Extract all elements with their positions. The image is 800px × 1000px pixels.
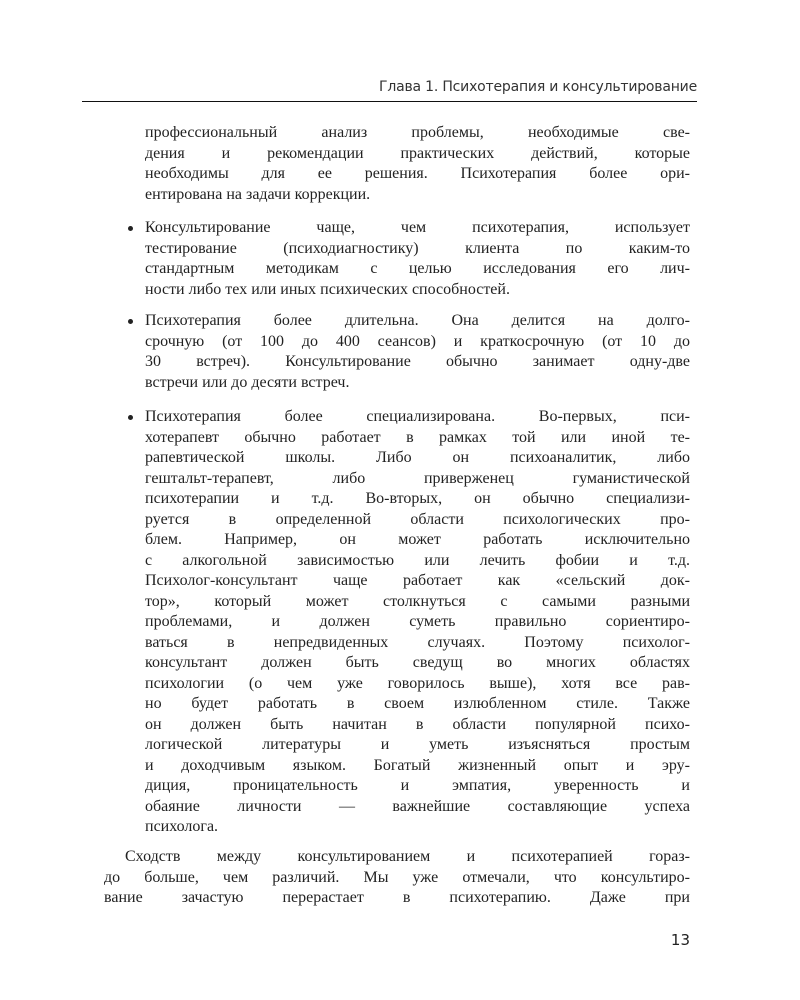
text-line: и доходчивым языком. Богатый жизненный опыт и эру- <box>145 756 690 774</box>
text-line: ентирована на задачи коррекции. <box>145 185 371 203</box>
bullet-icon <box>128 319 133 324</box>
text-line: ности либо тех или иных психических способностей. <box>145 280 510 298</box>
bullet-item <box>145 311 690 393</box>
text-line: стандартным методикам с целью исследования его лич- <box>145 260 690 277</box>
text-line: диция, проницательность и эмпатия, уверенность и <box>145 777 690 794</box>
text-line: ваться в непредвиденных случаях. Поэтому психолог- <box>145 633 690 651</box>
text-line: проблемами, и должен суметь правильно сориентиро- <box>145 613 690 630</box>
text-line: вание зачастую перерастает в психотерапию. Даже при <box>104 889 690 906</box>
text-line: профессиональный анализ проблемы, необходимые све- <box>145 124 690 141</box>
running-header <box>82 76 697 102</box>
text-line: психолога. <box>145 818 219 835</box>
text-line: Психотерапия более специализирована. Во-первых, пси- <box>145 408 690 425</box>
text-line: Сходств между консультированием и психотерапией гораз- <box>125 848 690 865</box>
text-line: тор», который может столкнуться с самыми разными <box>145 592 690 610</box>
text-line: он должен быть начитан в области популярной психо- <box>145 715 690 733</box>
bullet-item <box>145 407 690 838</box>
text-line: блем. Например, он может работать исключительно <box>145 531 690 548</box>
text-line: до больше, чем различий. Мы уже отмечали, что консультиро- <box>104 868 690 886</box>
text-line: Психотерапия более длительна. Она делится на долго- <box>145 312 690 329</box>
continuation-text <box>145 123 690 205</box>
text-line: тестирование (психодиагностику) клиента по каким-то <box>145 239 690 257</box>
bullet-icon <box>128 415 133 420</box>
text-line: необходимы для ее решения. Психотерапия более ори- <box>145 165 690 182</box>
text-line: Консультирование чаще, чем психотерапия, использует <box>145 219 690 236</box>
page-number: 13 <box>670 931 690 949</box>
text-line: хотерапевт обычно работает в рамках той или иной те- <box>145 428 690 446</box>
text-line: обаяние личности — важнейшие составляющие успеха <box>145 797 690 815</box>
text-line: рапевтической школы. Либо он психоаналитик, либо <box>145 449 690 466</box>
bullet-item <box>145 218 690 300</box>
text-line: консультант должен быть сведущ во многих областях <box>145 654 690 671</box>
text-line: дения и рекомендации практических действий, которые <box>145 144 690 162</box>
text-line: встречи или до десяти встреч. <box>145 373 350 391</box>
chapter-title: Глава 1. Психотерапия и консультирование <box>379 79 697 95</box>
text-line: 30 встреч). Консультирование обычно занимает одну-две <box>145 353 690 370</box>
body-paragraph <box>104 847 690 909</box>
text-line: но будет работать в своем излюбленном стиле. Также <box>145 695 690 712</box>
text-line: срочную (от 100 до 400 сеансов) и краткосрочную (от 10 до <box>145 332 690 350</box>
text-line: логической литературы и уметь изъясняться простым <box>145 736 690 753</box>
text-line: психологии (о чем уже говорилось выше), хотя все рав- <box>145 674 690 692</box>
text-line: руется в определенной области психологических про- <box>145 510 690 528</box>
bullet-icon <box>128 226 133 231</box>
text-line: Психолог-консультант чаще работает как «сельский док- <box>145 572 690 589</box>
text-line: гештальт-терапевт, либо приверженец гуманистической <box>145 469 690 487</box>
text-line: психотерапии и т.д. Во-вторых, он обычно специализи- <box>145 490 690 507</box>
text-line: с алкогольной зависимостью или лечить фобии и т.д. <box>145 551 690 569</box>
